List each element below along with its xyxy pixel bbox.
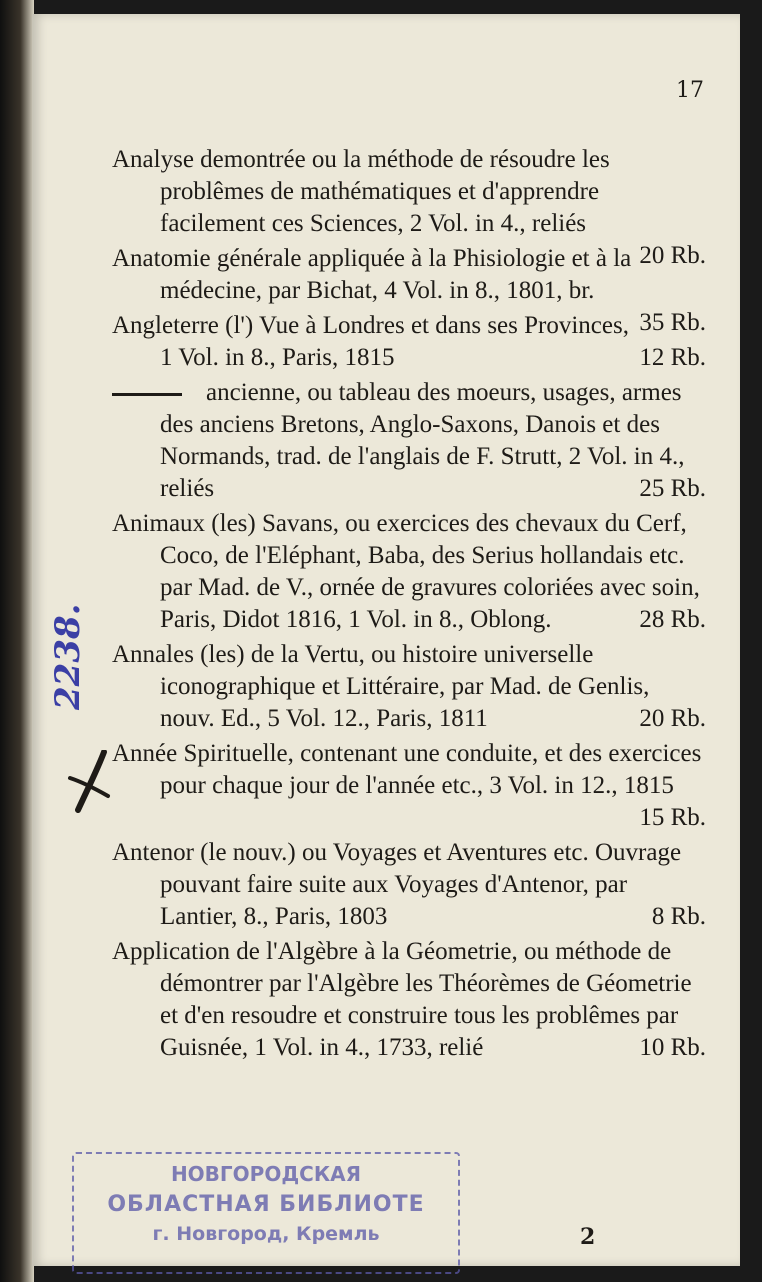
catalogue-entry xyxy=(112,144,706,269)
handwritten-cross-mark xyxy=(64,750,112,814)
entry-price: 25 Rb. xyxy=(639,475,706,502)
book-page xyxy=(32,14,740,1266)
entry-price: 20 Rb. xyxy=(639,242,706,269)
entry-text: Annales (les) de la Vertu, ou histoire universelle iconographique et Littéraire, par Mad. de Genlis, nouv. Ed., 5 Vol. 12., Paris, 1811 xyxy=(112,641,650,732)
entry-text: Analyse demontrée ou la méthode de résoudre les problêmes de mathématiques et d'apprendre facilement ces Sciences, 2 Vol. in 4., reliés xyxy=(112,146,610,237)
entry-text: Année Spirituelle, contenant une conduite, et des exercices pour chaque jour de l'année etc., 3 Vol. in 12., 1815 xyxy=(112,740,702,799)
library-stamp xyxy=(72,1152,460,1274)
stamp-line: НОВГОРОДСКАЯ xyxy=(170,1162,362,1186)
entry-price: 10 Rb. xyxy=(639,1034,706,1061)
catalogue-entries xyxy=(112,144,706,1067)
catalogue-entry xyxy=(112,310,706,374)
entry-price: 8 Rb. xyxy=(651,903,706,930)
entry-text: Application de l'Algèbre à la Géometrie, ou méthode de démontrer par l'Algèbre les Théorèmes de Géometrie et d'en resoudre et construire tous les problêmes par Guisnée, 1 Vol. in 4., 1733, relié xyxy=(112,938,692,1061)
stamp-line: ОБЛАСТНАЯ БИБЛИОТЕ xyxy=(107,1192,425,1217)
entry-text: Animaux (les) Savans, ou exercices des chevaux du Cerf, Coco, de l'Eléphant, Baba, des Serius hollandais etc. par Mad. de V., ornée de gravures coloriées avec soin, Paris, Didot 1816, 1 Vol. in 8., Oblong. xyxy=(112,510,700,633)
entry-text: ancienne, ou tableau des moeurs, usages, armes des anciens Bretons, Anglo-Saxons, Danois et des Normands, trad. de l'anglais de F. Strutt, 2 Vol. in 4., reliés xyxy=(160,379,685,502)
catalogue-entry xyxy=(112,837,706,933)
entry-price: 15 Rb. xyxy=(639,804,706,831)
entry-price: 28 Rb. xyxy=(639,606,706,633)
handwritten-shelfmark: 2238. xyxy=(48,603,88,711)
entry-price: 35 Rb. xyxy=(639,309,706,336)
catalogue-entry xyxy=(112,639,706,735)
book-gutter xyxy=(0,0,34,1282)
entry-text: Antenor (le nouv.) ou Voyages et Aventures etc. Ouvrage pouvant faire suite aux Voyages d'Antenor, par Lantier, 8., Paris, 1803 xyxy=(112,839,682,930)
entry-price: 12 Rb. xyxy=(639,344,706,371)
catalogue-entry xyxy=(112,738,706,834)
entry-text: Anatomie générale appliquée à la Phisiologie et à la médecine, par Bichat, 4 Vol. in 8., 1801, br. xyxy=(112,245,632,304)
ditto-dash xyxy=(112,393,182,396)
catalogue-entry xyxy=(112,508,706,636)
entry-price: 20 Rb. xyxy=(639,705,706,732)
entry-text: Angleterre (l') Vue à Londres et dans ses Provinces, 1 Vol. in 8., Paris, 1815 xyxy=(112,312,629,371)
page-number: 17 xyxy=(676,78,704,103)
stamp-line: г. Новгород, Кремль xyxy=(152,1223,380,1245)
catalogue-entry xyxy=(112,243,706,336)
signature-mark: 2 xyxy=(580,1224,596,1250)
catalogue-entry xyxy=(112,936,706,1064)
catalogue-entry xyxy=(112,377,706,505)
